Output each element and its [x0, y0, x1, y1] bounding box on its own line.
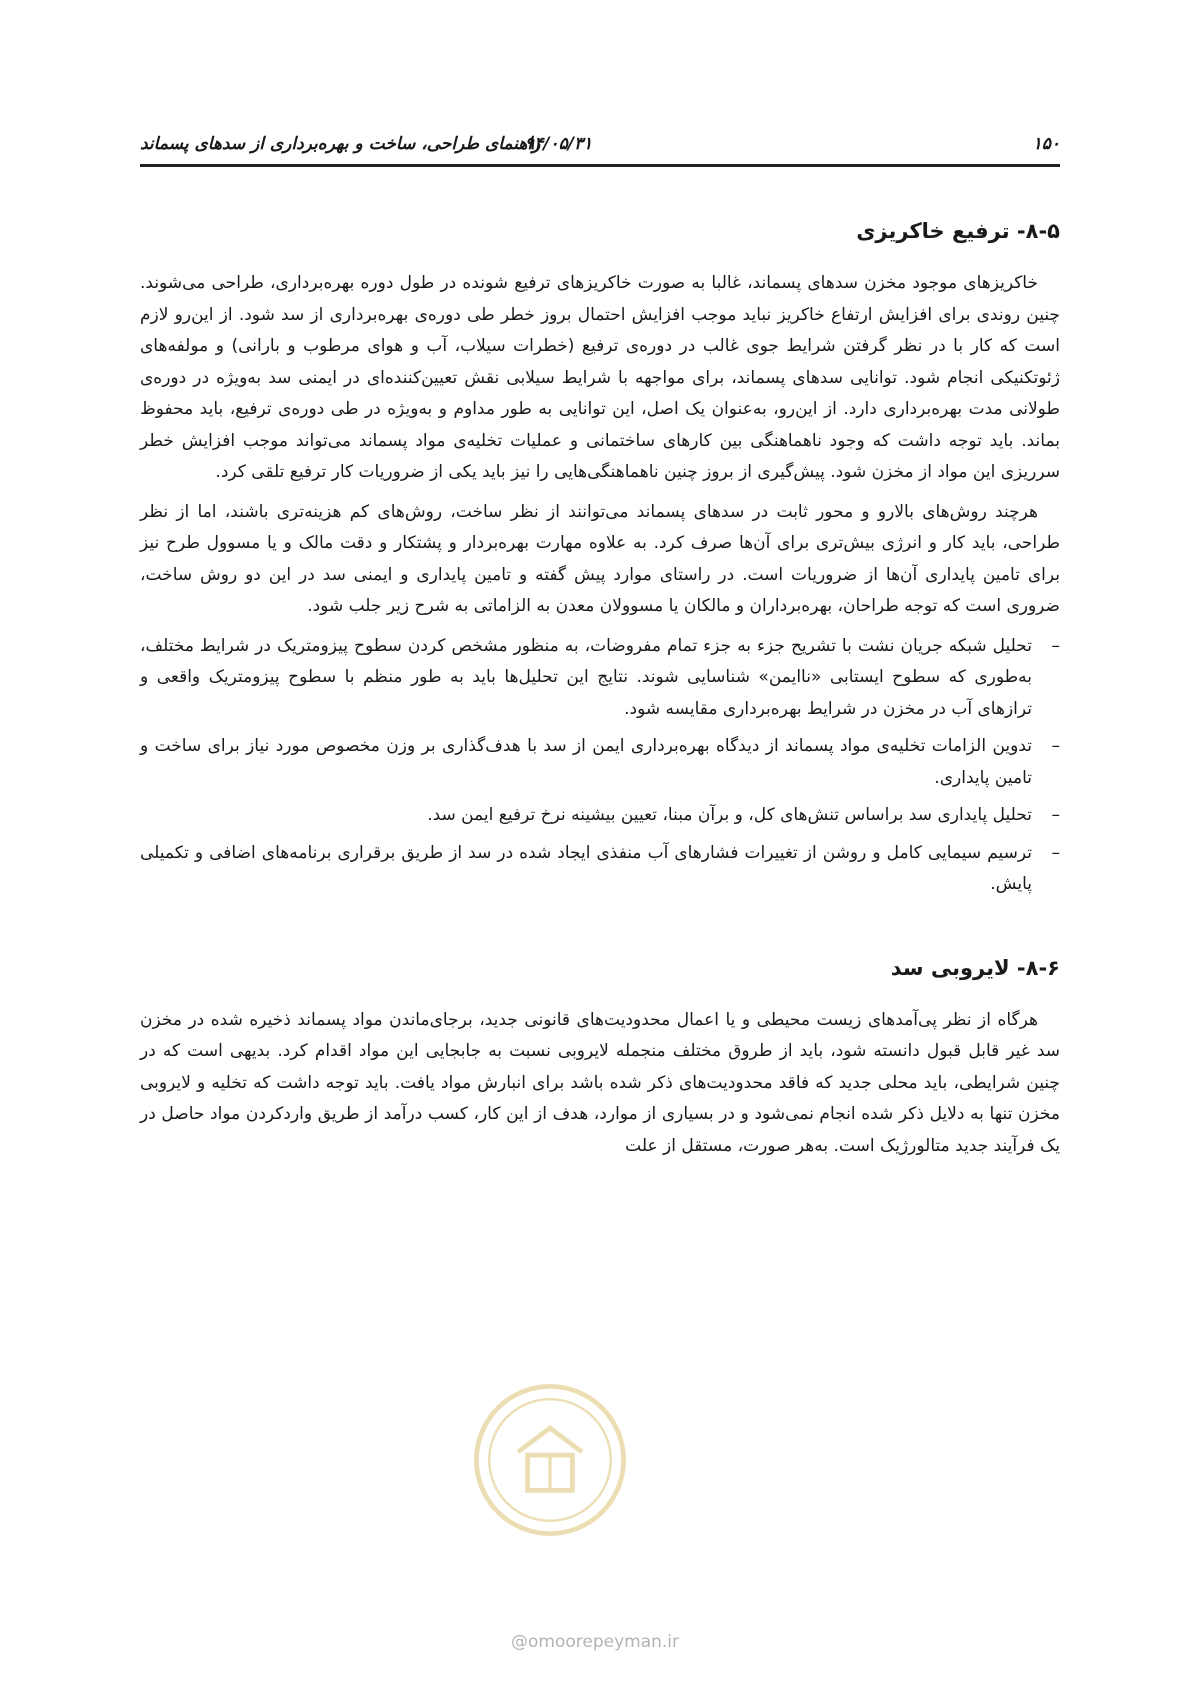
list-item-text: تحلیل پایداری سد براساس تنش‌های کل، و برآن مبنا، تعیین بیشینه نرخ ترفیع ایمن سد. — [427, 805, 1032, 825]
list-item — [140, 631, 1060, 726]
header-rule — [140, 164, 1060, 167]
dash-bullet-icon: – — [1051, 635, 1060, 656]
list-item — [140, 800, 1060, 832]
paragraph: هرگاه از نظر پی‌آمدهای زیست محیطی و یا اعمال محدودیت‌های قانونی جدید، برجای‌ماندن مواد پسماند ذخیره شده در مخزن سد غیر قابل قبول دانسته شود، باید از طروق مختلف منجمله لایروبی نسبت به جابجایی این مواد اقدام کرد. بدیهی است که در چنین شرایطی، باید محلی جدید که فاقد محدودیت‌های ذکر شده باشد برای انبارش مواد یافت. باید توجه داشت که تخلیه و لایروبی مخزن تنها به دلایل ذکر شده انجام نمی‌شود و در بسیاری از موارد، هدف از این کار، کسب درآمد از طریق واردکردن مواد حاصل در یک فرآیند جدید متالورژیک است. به‌هر صورت، مستقل از علت — [140, 1009, 1060, 1156]
watermark-url: @omoorepeyman.ir — [510, 1632, 680, 1652]
page-content — [140, 204, 1060, 1170]
running-header — [140, 128, 1060, 164]
list-item-text: تحلیل شبکه جریان نشت با تشریح جزء به جزء تمام مفروضات، به منظور مشخص کردن سطوح پیزومتریک در شرایط مختلف، به‌طوری که سطوح ایستابی «ناایمن» شناسایی شوند. نتایج این تحلیل‌ها باید به طور منظم با سطوح پیزومتریک واقعی و ترازهای آب در مخزن در شرایط بهره‌برداری مقایسه شود. — [140, 635, 1032, 719]
requirements-list — [140, 631, 1060, 901]
list-item — [140, 731, 1060, 794]
section-heading-dredging: ۸-۶- لایروبی سد — [890, 955, 1060, 980]
list-item-text: تدوین الزامات تخلیه‌ی مواد پسماند از دیدگاه بهره‌برداری ایمن از سد با هدف‌گذاری بر وزن مخصوص مورد نیاز برای ساخت و تامین پایداری. — [140, 736, 1032, 788]
section-heading-embankment-raising: ۸-۵- ترفیع خاکریزی — [856, 219, 1060, 243]
dash-bullet-icon: – — [1051, 736, 1060, 756]
page-number: ۱۵۰ — [1032, 134, 1060, 154]
dash-bullet-icon: – — [1051, 842, 1060, 863]
paragraph: هرچند روش‌های بالارو و محور ثابت در سدهای پسماند می‌توانند از نظر ساخت، روش‌های کم هزینه‌تری باشند، اما از نظر طراحی، باید کار و انرژی بیش‌تری برای آن‌ها صرف کرد. به علاوه مهارت بهره‌بردار و پشتکار و دقت مالک و یا مسوول طرح نیز برای تامین پایداری آن‌ها از ضروریات است. در راستای موارد پیش گفته و تامین پایداری و ایمنی سد در این دو روش ساخت، ضروری است که توجه طراحان، بهره‌برداران و مالکان یا مسوولان معدن به الزاماتی به شرح زیر جلب شود. — [140, 501, 1060, 616]
book-title: راهنمای طراحی، ساخت و بهره‌برداری از سدهای پسماند — [140, 134, 541, 154]
seal-watermark-icon — [470, 1380, 630, 1540]
dash-bullet-icon: – — [1051, 805, 1060, 825]
list-item — [140, 838, 1060, 901]
publication-date: ۹۴/۰۵/۳۱ — [525, 134, 593, 154]
list-item-text: ترسیم سیمایی کامل و روشن از تغییرات فشارهای آب منفذی ایجاد شده در سد از طریق برقراری برنامه‌های اضافی و تکمیلی پایش. — [140, 842, 1032, 894]
paragraph: خاکریزهای موجود مخزن سدهای پسماند، غالبا به صورت خاکریزهای ترفیع شونده در طول دوره بهره‌برداری، طراحی می‌شوند. چنین روندی برای افزایش ارتفاع خاکریز نباید موجب افزایش احتمال بروز خطر طی دوره‌ی بهره‌برداری از سد شود. از این‌رو لازم است که کار با در نظر گرفتن شرایط جوی غالب در دوره‌ی ترفیع (خطرات سیلاب، آب و هوای مرطوب و بارانی) و مولفه‌های ژئوتکنیکی انجام شود. توانایی سدهای پسماند، برای مواجهه با شرایط سیلابی نقش تعیین‌کننده‌ای در ایمنی سد به‌ویژه در دوره‌ی طولانی مدت بهره‌برداری دارد. از این‌رو، به‌عنوان یک اصل، این توانایی به طور مداوم و به‌ویژه در طی دوره‌ی ترفیع، باید محفوظ بماند. باید توجه داشت که وجود ناهماهنگی بین کارهای ساختمانی و عملیات تخلیه‌ی مواد پسماند می‌تواند موجب افزایش خطر سرریزی این مواد از مخزن شود. پیش‌گیری از بروز چنین ناهماهنگی‌هایی را نیز باید یکی از ضروریات کار ترفیع تلقی کرد. — [140, 273, 1060, 482]
